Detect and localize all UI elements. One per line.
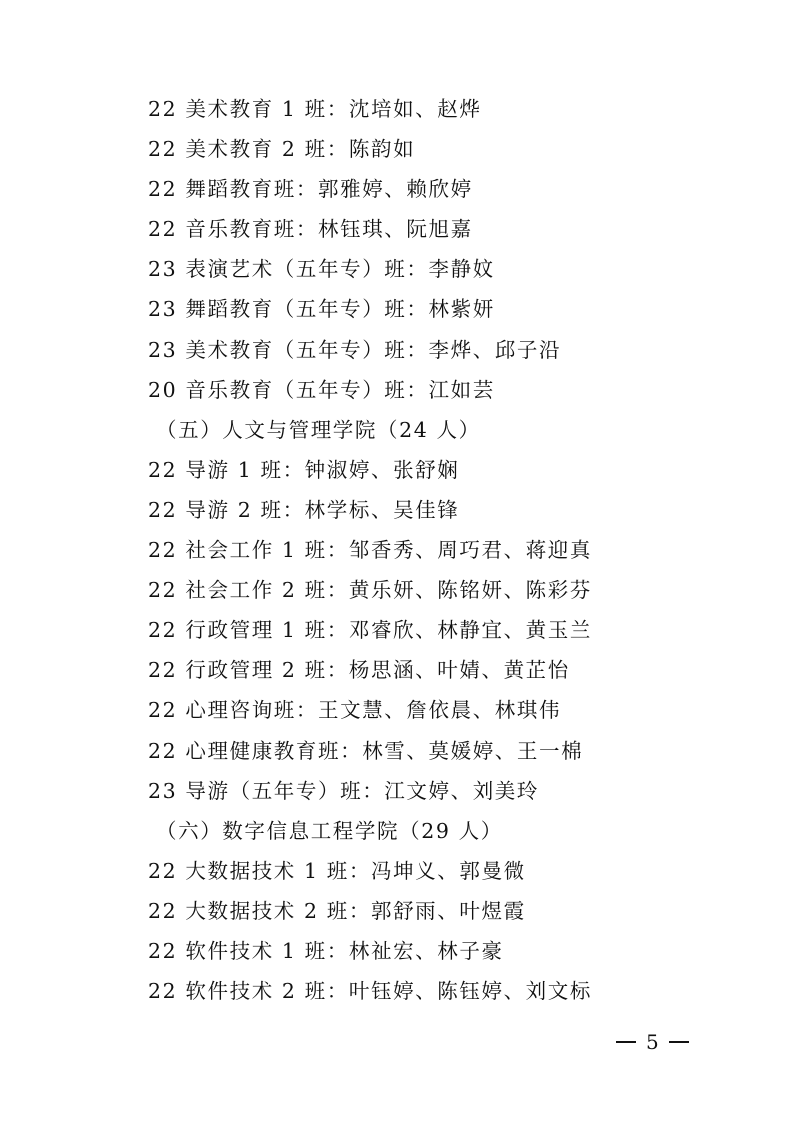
class-list-line: 22 美术教育 1 班：沈培如、赵烨 — [148, 97, 482, 121]
section-heading: （六）数字信息工程学院（29 人） — [156, 818, 503, 843]
body-text — [148, 89, 748, 1011]
class-list-line: 22 音乐教育班：林钰琪、阮旭嘉 — [148, 217, 473, 242]
section-heading: （五）人文与管理学院（24 人） — [156, 417, 481, 442]
class-list-line: 22 软件技术 1 班：林祉宏、林子豪 — [148, 938, 504, 963]
class-list-line: 20 音乐教育（五年专）班：江如芸 — [148, 377, 495, 402]
class-list-line: 22 大数据技术 2 班：郭舒雨、叶煜霞 — [148, 898, 526, 923]
class-list-line: 22 行政管理 1 班：邓睿欣、林静宜、黄玉兰 — [148, 618, 592, 643]
class-list-line: 22 软件技术 2 班：叶钰婷、陈钰婷、刘文标 — [148, 979, 592, 1004]
class-list-line: 23 舞蹈教育（五年专）班：林紫妍 — [148, 297, 495, 322]
class-list-line: 22 心理咨询班：王文慧、詹依晨、林琪伟 — [148, 698, 562, 723]
class-list-line: 22 社会工作 2 班：黄乐妍、陈铭妍、陈彩芬 — [148, 578, 592, 603]
class-list-line: 23 导游（五年专）班：江文婷、刘美玲 — [148, 778, 540, 803]
class-list-line: 22 舞蹈教育班：郭雅婷、赖欣婷 — [148, 177, 473, 202]
class-list-line: 22 美术教育 2 班：陈韵如 — [148, 137, 416, 162]
class-list-line: 22 社会工作 1 班：邹香秀、周巧君、蒋迎真 — [148, 538, 592, 563]
page-number — [616, 1027, 689, 1057]
class-list-line: 22 导游 2 班：林学标、吴佳锋 — [148, 497, 460, 522]
class-list-line: 23 表演艺术（五年专）班：李静妏 — [148, 257, 495, 282]
page-number-left-dash — [616, 1041, 636, 1043]
page-number-right-dash — [669, 1041, 689, 1043]
class-list-line: 22 心理健康教育班：林雪、莫媛婷、王一棉 — [148, 738, 584, 763]
class-list-line: 23 美术教育（五年专）班：李烨、邱子沿 — [148, 337, 562, 362]
class-list-line: 22 行政管理 2 班：杨思涵、叶婧、黄芷怡 — [148, 658, 570, 683]
page-number-value: 5 — [646, 1030, 659, 1054]
class-list-line: 22 导游 1 班：钟淑婷、张舒娴 — [148, 457, 460, 482]
class-list-line: 22 大数据技术 1 班：冯坤义、郭曼微 — [148, 858, 526, 883]
